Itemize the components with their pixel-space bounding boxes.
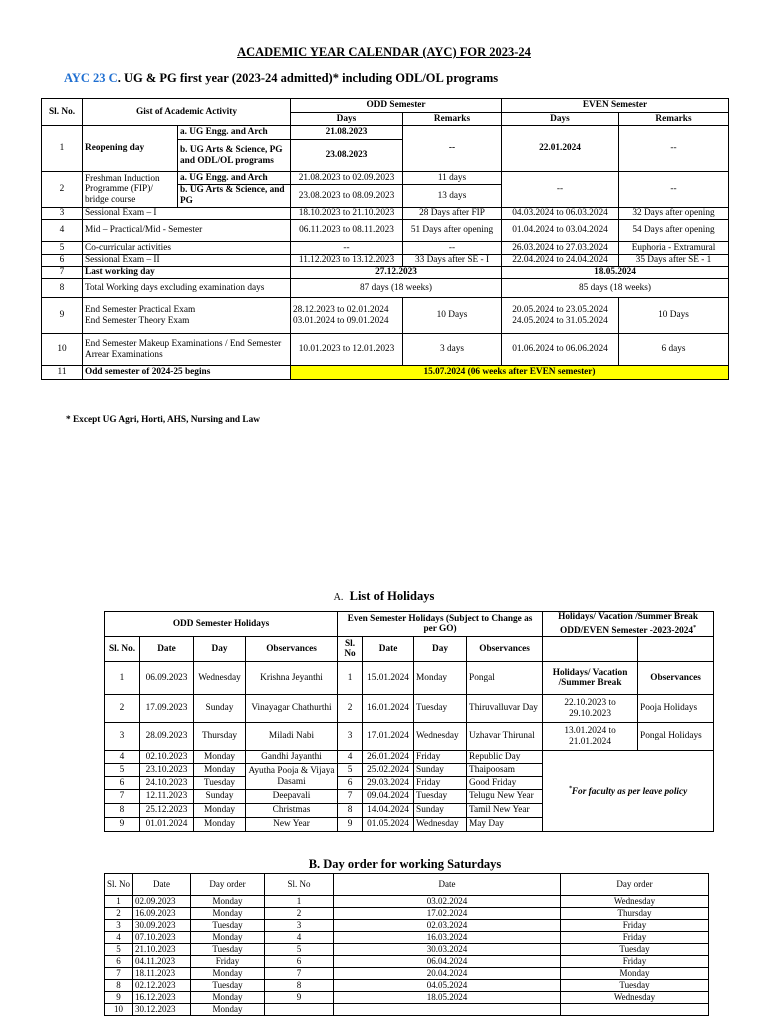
even-holiday-9-obs: May Day [467, 818, 543, 832]
even-holiday-1-day: Monday [414, 662, 467, 695]
odd-holiday-8-no: 8 [105, 804, 140, 818]
saturday-odd-no: 8 [105, 980, 133, 992]
saturday-even-date: 20.04.2024 [334, 968, 561, 980]
odd-holiday-3-obs: Miladi Nabi [246, 723, 338, 751]
saturday-odd-date: 02.09.2023 [133, 896, 191, 908]
even-holiday-7-obs: Telugu New Year [467, 790, 543, 804]
faculty-note-text: For faculty as per leave policy [571, 787, 688, 798]
row-3-activity: Sessional Exam – I [83, 208, 291, 220]
row-4-odd-remarks: 51 Days after opening [403, 220, 502, 242]
subtitle [64, 71, 498, 86]
saturday-odd-order: Monday [191, 992, 265, 1004]
even-holiday-8-day: Sunday [414, 804, 467, 818]
vacation-obs-header: Observances [638, 662, 714, 695]
vacation-header-empty-2 [638, 637, 714, 662]
row-6-activity: Sessional Exam – II [83, 255, 291, 267]
row-9-even-practical: 20.05.2024 to 23.05.2024 [512, 304, 608, 315]
even-holiday-4-date: 26.01.2024 [363, 751, 414, 764]
odd-holiday-7-day: Sunday [194, 790, 246, 804]
saturday-odd-no: 7 [105, 968, 133, 980]
row-1-even-remarks: -- [619, 126, 729, 172]
row-6-even-remarks: 35 Days after SE - 1 [619, 255, 729, 267]
odd-holiday-4-no: 4 [105, 751, 140, 764]
row-11-activity: Odd semester of 2024-25 begins [83, 366, 291, 380]
row-2-even-remarks: -- [619, 172, 729, 208]
even-holiday-6-date: 29.03.2024 [363, 777, 414, 790]
row-3-odd-days: 18.10.2023 to 21.10.2023 [291, 208, 403, 220]
sat-header-order: Day order [191, 874, 265, 896]
row-9-odd-practical: 28.12.2023 to 02.01.2024 [293, 304, 389, 315]
row-1-odd-b: 23.08.2023 [291, 140, 403, 172]
odd-holiday-6-no: 6 [105, 777, 140, 790]
saturday-even-order: Monday [561, 968, 709, 980]
saturday-even-no: 5 [265, 944, 334, 956]
saturday-even-date: 17.02.2024 [334, 908, 561, 920]
saturday-even-date: 16.03.2024 [334, 932, 561, 944]
row-7-activity: Last working day [83, 267, 291, 279]
saturday-odd-date: 02.12.2023 [133, 980, 191, 992]
saturday-even-order: Tuesday [561, 980, 709, 992]
odd-holiday-5-day: Monday [194, 764, 246, 777]
even-holiday-2-no: 2 [338, 695, 363, 723]
saturday-row [105, 896, 709, 908]
row-4-activity: Mid – Practical/Mid - Semester [83, 220, 291, 242]
even-holiday-8-no: 8 [338, 804, 363, 818]
even-holiday-6-no: 6 [338, 777, 363, 790]
subtitle-code: AYC 23 C [64, 71, 118, 85]
even-holiday-5-no: 5 [338, 764, 363, 777]
odd-holiday-2-day: Sunday [194, 695, 246, 723]
saturday-odd-date: 30.12.2023 [133, 1004, 191, 1016]
row-2-odd-b: 23.08.2023 to 08.09.2023 [291, 185, 403, 208]
saturdays-body [105, 874, 709, 1016]
saturday-row [105, 944, 709, 956]
saturday-odd-no: 10 [105, 1004, 133, 1016]
row-9-activity [83, 298, 291, 334]
row-9-activity-theory: End Semester Theory Exam [85, 315, 190, 326]
row-10-activity: End Semester Makeup Examinations / End Semester Arrear Examinations [83, 334, 291, 366]
row-4-odd-days: 06.11.2023 to 08.11.2023 [291, 220, 403, 242]
even-header-slno: Sl. No [338, 637, 363, 662]
saturday-row [105, 1004, 709, 1016]
header-odd-remarks: Remarks [403, 113, 502, 126]
odd-holiday-3-day: Thursday [194, 723, 246, 751]
holidays-table [104, 611, 714, 832]
vacation-2-obs: Pongal Holidays [638, 723, 714, 751]
sat-header-order-2: Day order [561, 874, 709, 896]
even-header-date: Date [363, 637, 414, 662]
even-holiday-9-no: 9 [338, 818, 363, 832]
row-9-no: 9 [42, 298, 83, 334]
row-9-even-days [502, 298, 619, 334]
saturday-even-order: Friday [561, 956, 709, 968]
odd-holiday-9-day: Monday [194, 818, 246, 832]
holidays-title-text: List of Holidays [349, 589, 435, 603]
row-9-even-remarks: 10 Days [619, 298, 729, 334]
odd-holiday-7-date: 12.11.2023 [140, 790, 194, 804]
even-holiday-6-day: Friday [414, 777, 467, 790]
odd-holiday-4-obs: Gandhi Jayanthi [246, 751, 338, 764]
saturday-odd-order: Tuesday [191, 944, 265, 956]
saturday-even-date: 18.05.2024 [334, 992, 561, 1004]
row-10-no: 10 [42, 334, 83, 366]
row-10-odd-remarks: 3 days [403, 334, 502, 366]
saturday-odd-no: 2 [105, 908, 133, 920]
odd-holiday-1-day: Wednesday [194, 662, 246, 695]
odd-holiday-8-date: 25.12.2023 [140, 804, 194, 818]
subtitle-text: . UG & PG first year (2023-24 admitted)* including ODL/OL programs [117, 71, 499, 85]
sat-header-slno-2: Sl. No [265, 874, 334, 896]
saturday-row [105, 980, 709, 992]
saturday-row [105, 968, 709, 980]
even-holiday-2-day: Tuesday [414, 695, 467, 723]
even-holiday-3-day: Wednesday [414, 723, 467, 751]
vacation-header-text: Holidays/ Vacation /Summer Break ODD/EVEN Semester -2023-2024 [558, 612, 698, 636]
saturday-odd-order: Monday [191, 932, 265, 944]
saturday-even-date: 03.02.2024 [334, 896, 561, 908]
even-holiday-9-date: 01.05.2024 [363, 818, 414, 832]
even-holiday-3-obs: Uzhavar Thirunal [467, 723, 543, 751]
even-holiday-6-obs: Good Friday [467, 777, 543, 790]
saturday-even-order: Wednesday [561, 896, 709, 908]
odd-holiday-4-day: Monday [194, 751, 246, 764]
saturday-even-no: 8 [265, 980, 334, 992]
row-8-activity: Total Working days excluding examination days [83, 279, 291, 298]
row-4-even-days: 01.04.2024 to 03.04.2024 [502, 220, 619, 242]
odd-holiday-6-day: Tuesday [194, 777, 246, 790]
saturday-even-no: 4 [265, 932, 334, 944]
saturday-odd-order: Tuesday [191, 980, 265, 992]
row-9-odd-theory: 03.01.2024 to 09.01.2024 [293, 315, 389, 326]
even-header-observances: Observances [467, 637, 543, 662]
row-6-odd-days: 11.12.2023 to 13.12.2023 [291, 255, 403, 267]
saturday-odd-no: 9 [105, 992, 133, 1004]
row-1-odd-remarks: -- [403, 126, 502, 172]
saturday-even-date: 06.04.2024 [334, 956, 561, 968]
odd-holiday-7-obs: Deepavali [246, 790, 338, 804]
saturday-even-order: Thursday [561, 908, 709, 920]
row-1-sub-b: b. UG Arts & Science, PG and ODL/OL programs [178, 140, 291, 172]
row-2-sub-b: b. UG Arts & Science, and PG [178, 185, 291, 208]
even-holiday-3-date: 17.01.2024 [363, 723, 414, 751]
saturday-odd-no: 4 [105, 932, 133, 944]
saturday-even-date: 04.05.2024 [334, 980, 561, 992]
odd-holiday-9-date: 01.01.2024 [140, 818, 194, 832]
even-header-day: Day [414, 637, 467, 662]
saturday-even-no: 1 [265, 896, 334, 908]
header-even-semester: EVEN Semester [502, 99, 729, 113]
row-7-even: 18.05.2024 [502, 267, 729, 279]
saturday-odd-date: 18.11.2023 [133, 968, 191, 980]
row-1-sub-a: a. UG Engg. and Arch [178, 126, 291, 140]
row-1-odd-a: 21.08.2023 [291, 126, 403, 140]
odd-holiday-5-obs: Ayutha Pooja & Vijaya Dasami [246, 764, 338, 790]
saturday-odd-date: 16.09.2023 [133, 908, 191, 920]
saturday-odd-date: 16.12.2023 [133, 992, 191, 1004]
header-gist: Gist of Academic Activity [83, 99, 291, 126]
odd-holiday-2-obs: Vinayagar Chathurthi [246, 695, 338, 723]
row-9-even-theory: 24.05.2024 to 31.05.2024 [512, 315, 608, 326]
saturday-even-no: 7 [265, 968, 334, 980]
header-even-days: Days [502, 113, 619, 126]
saturday-even-order: Friday [561, 932, 709, 944]
even-holiday-5-date: 25.02.2024 [363, 764, 414, 777]
even-holiday-9-day: Wednesday [414, 818, 467, 832]
row-3-even-remarks: 32 Days after opening [619, 208, 729, 220]
odd-holiday-6-date: 24.10.2023 [140, 777, 194, 790]
odd-holiday-2-no: 2 [105, 695, 140, 723]
odd-holiday-4-date: 02.10.2023 [140, 751, 194, 764]
saturday-odd-no: 1 [105, 896, 133, 908]
saturday-even-no: 2 [265, 908, 334, 920]
odd-header-day: Day [194, 637, 246, 662]
even-holiday-2-obs: Thiruvalluvar Day [467, 695, 543, 723]
vacation-header-sup: * [693, 624, 697, 631]
even-holiday-7-date: 09.04.2024 [363, 790, 414, 804]
odd-holiday-9-no: 9 [105, 818, 140, 832]
saturday-odd-order: Monday [191, 968, 265, 980]
saturday-even-date: 30.03.2024 [334, 944, 561, 956]
even-holiday-8-date: 14.04.2024 [363, 804, 414, 818]
row-5-even-days: 26.03.2024 to 27.03.2024 [502, 242, 619, 255]
saturday-even-no: 6 [265, 956, 334, 968]
row-10-even-remarks: 6 days [619, 334, 729, 366]
row-1-activity: Reopening day [83, 126, 178, 172]
even-holiday-3-no: 3 [338, 723, 363, 751]
vacation-1-obs: Pooja Holidays [638, 695, 714, 723]
saturdays-title: B. Day order for working Saturdays [308, 857, 502, 871]
row-8-no: 8 [42, 279, 83, 298]
saturday-odd-no: 6 [105, 956, 133, 968]
saturday-odd-order: Friday [191, 956, 265, 968]
holidays-title [0, 589, 768, 604]
academic-calendar-table [41, 98, 729, 380]
header-odd-days: Days [291, 113, 403, 126]
saturday-odd-order: Monday [191, 1004, 265, 1016]
saturday-even-order: Friday [561, 920, 709, 932]
header-slno: Sl. No. [42, 99, 83, 126]
saturday-odd-no: 3 [105, 920, 133, 932]
row-2-odd-a: 21.08.2023 to 02.09.2023 [291, 172, 403, 185]
odd-header-observances: Observances [246, 637, 338, 662]
vacation-col-header: Holidays/ Vacation /Summer Break [543, 662, 638, 695]
vacation-header-empty-1 [543, 637, 638, 662]
row-1-no: 1 [42, 126, 83, 172]
row-2-sub-a: a. UG Engg. and Arch [178, 172, 291, 185]
row-5-odd-days: -- [291, 242, 403, 255]
odd-holiday-1-no: 1 [105, 662, 140, 695]
saturday-odd-date: 04.11.2023 [133, 956, 191, 968]
odd-holiday-2-date: 17.09.2023 [140, 695, 194, 723]
even-holiday-7-day: Tuesday [414, 790, 467, 804]
vacation-header [543, 612, 714, 637]
even-holiday-8-obs: Tamil New Year [467, 804, 543, 818]
even-holiday-1-no: 1 [338, 662, 363, 695]
even-holiday-1-obs: Pongal [467, 662, 543, 695]
saturday-even-no: 3 [265, 920, 334, 932]
row-3-no: 3 [42, 208, 83, 220]
odd-holiday-3-date: 28.09.2023 [140, 723, 194, 751]
saturday-even-order: Tuesday [561, 944, 709, 956]
odd-holiday-1-obs: Krishna Jeyanthi [246, 662, 338, 695]
sat-header-date-2: Date [334, 874, 561, 896]
saturday-even-order [561, 1004, 709, 1016]
even-holiday-5-day: Sunday [414, 764, 467, 777]
faculty-note-sup: * [568, 786, 572, 793]
odd-holiday-8-obs: Christmas [246, 804, 338, 818]
saturday-row [105, 956, 709, 968]
row-7-odd: 27.12.2023 [291, 267, 502, 279]
even-holiday-5-obs: Thaipoosam [467, 764, 543, 777]
saturdays-table [104, 873, 709, 1016]
saturday-even-order: Wednesday [561, 992, 709, 1004]
row-3-even-days: 04.03.2024 to 06.03.2024 [502, 208, 619, 220]
row-6-even-days: 22.04.2024 to 24.04.2024 [502, 255, 619, 267]
row-2-activity: Freshman Induction Programme (FIP)/ bridge course [83, 172, 178, 208]
row-5-activity: Co-curricular activities [83, 242, 291, 255]
row-2-odd-b-remarks: 13 days [403, 185, 502, 208]
saturday-row [105, 920, 709, 932]
row-11-value: 15.07.2024 (06 weeks after EVEN semester) [291, 366, 729, 380]
row-11-no: 11 [42, 366, 83, 380]
saturday-odd-order: Monday [191, 908, 265, 920]
odd-holiday-5-date: 23.10.2023 [140, 764, 194, 777]
saturday-even-no: 9 [265, 992, 334, 1004]
row-6-no: 6 [42, 255, 83, 267]
header-odd-semester: ODD Semester [291, 99, 502, 113]
row-5-odd-remarks: -- [403, 242, 502, 255]
even-holiday-1-date: 15.01.2024 [363, 662, 414, 695]
row-9-activity-practical: End Semester Practical Exam [85, 304, 196, 315]
row-9-odd-remarks: 10 Days [403, 298, 502, 334]
row-1-even-days: 22.01.2024 [502, 126, 619, 172]
even-holiday-4-day: Friday [414, 751, 467, 764]
row-4-no: 4 [42, 220, 83, 242]
row-2-odd-a-remarks: 11 days [403, 172, 502, 185]
row-10-odd-days: 10.01.2023 to 12.01.2023 [291, 334, 403, 366]
even-holidays-header: Even Semester Holidays (Subject to Change as per GO) [338, 612, 543, 637]
even-holiday-4-obs: Republic Day [467, 751, 543, 764]
odd-header-date: Date [140, 637, 194, 662]
saturday-odd-order: Monday [191, 896, 265, 908]
row-5-even-remarks: Euphoria - Extramural [619, 242, 729, 255]
even-holiday-7-no: 7 [338, 790, 363, 804]
saturday-row [105, 908, 709, 920]
row-9-odd-days [291, 298, 403, 334]
vacation-2-date: 13.01.2024 to 21.01.2024 [543, 723, 638, 751]
saturday-even-date [334, 1004, 561, 1016]
saturday-odd-date: 30.09.2023 [133, 920, 191, 932]
saturday-even-date: 02.03.2024 [334, 920, 561, 932]
saturday-even-no [265, 1004, 334, 1016]
row-7-no: 7 [42, 267, 83, 279]
page-title: ACADEMIC YEAR CALENDAR (AYC) FOR 2023-24 [237, 45, 531, 59]
sat-header-slno: Sl. No [105, 874, 133, 896]
odd-holiday-8-day: Monday [194, 804, 246, 818]
row-2-no: 2 [42, 172, 83, 208]
footnote: * Except UG Agri, Horti, AHS, Nursing and Law [66, 415, 260, 425]
row-3-odd-remarks: 28 Days after FIP [403, 208, 502, 220]
saturday-odd-no: 5 [105, 944, 133, 956]
saturday-odd-date: 07.10.2023 [133, 932, 191, 944]
header-even-remarks: Remarks [619, 113, 729, 126]
row-8-odd: 87 days (18 weeks) [291, 279, 502, 298]
row-6-odd-remarks: 33 Days after SE - I [403, 255, 502, 267]
saturday-odd-order: Tuesday [191, 920, 265, 932]
odd-holidays-header: ODD Semester Holidays [105, 612, 338, 637]
even-holiday-2-date: 16.01.2024 [363, 695, 414, 723]
saturday-odd-date: 21.10.2023 [133, 944, 191, 956]
faculty-note [543, 751, 714, 832]
row-8-even: 85 days (18 weeks) [502, 279, 729, 298]
odd-header-slno: Sl. No. [105, 637, 140, 662]
even-holiday-4-no: 4 [338, 751, 363, 764]
row-5-no: 5 [42, 242, 83, 255]
vacation-1-date: 22.10.2023 to 29.10.2023 [543, 695, 638, 723]
odd-holiday-7-no: 7 [105, 790, 140, 804]
row-4-even-remarks: 54 Days after opening [619, 220, 729, 242]
row-10-even-days: 01.06.2024 to 06.06.2024 [502, 334, 619, 366]
odd-holiday-1-date: 06.09.2023 [140, 662, 194, 695]
odd-holiday-5-no: 5 [105, 764, 140, 777]
odd-holiday-3-no: 3 [105, 723, 140, 751]
saturday-row [105, 932, 709, 944]
holidays-letter: A. [333, 592, 344, 603]
saturday-row [105, 992, 709, 1004]
row-2-even-days: -- [502, 172, 619, 208]
sat-header-date: Date [133, 874, 191, 896]
odd-holiday-9-obs: New Year [246, 818, 338, 832]
